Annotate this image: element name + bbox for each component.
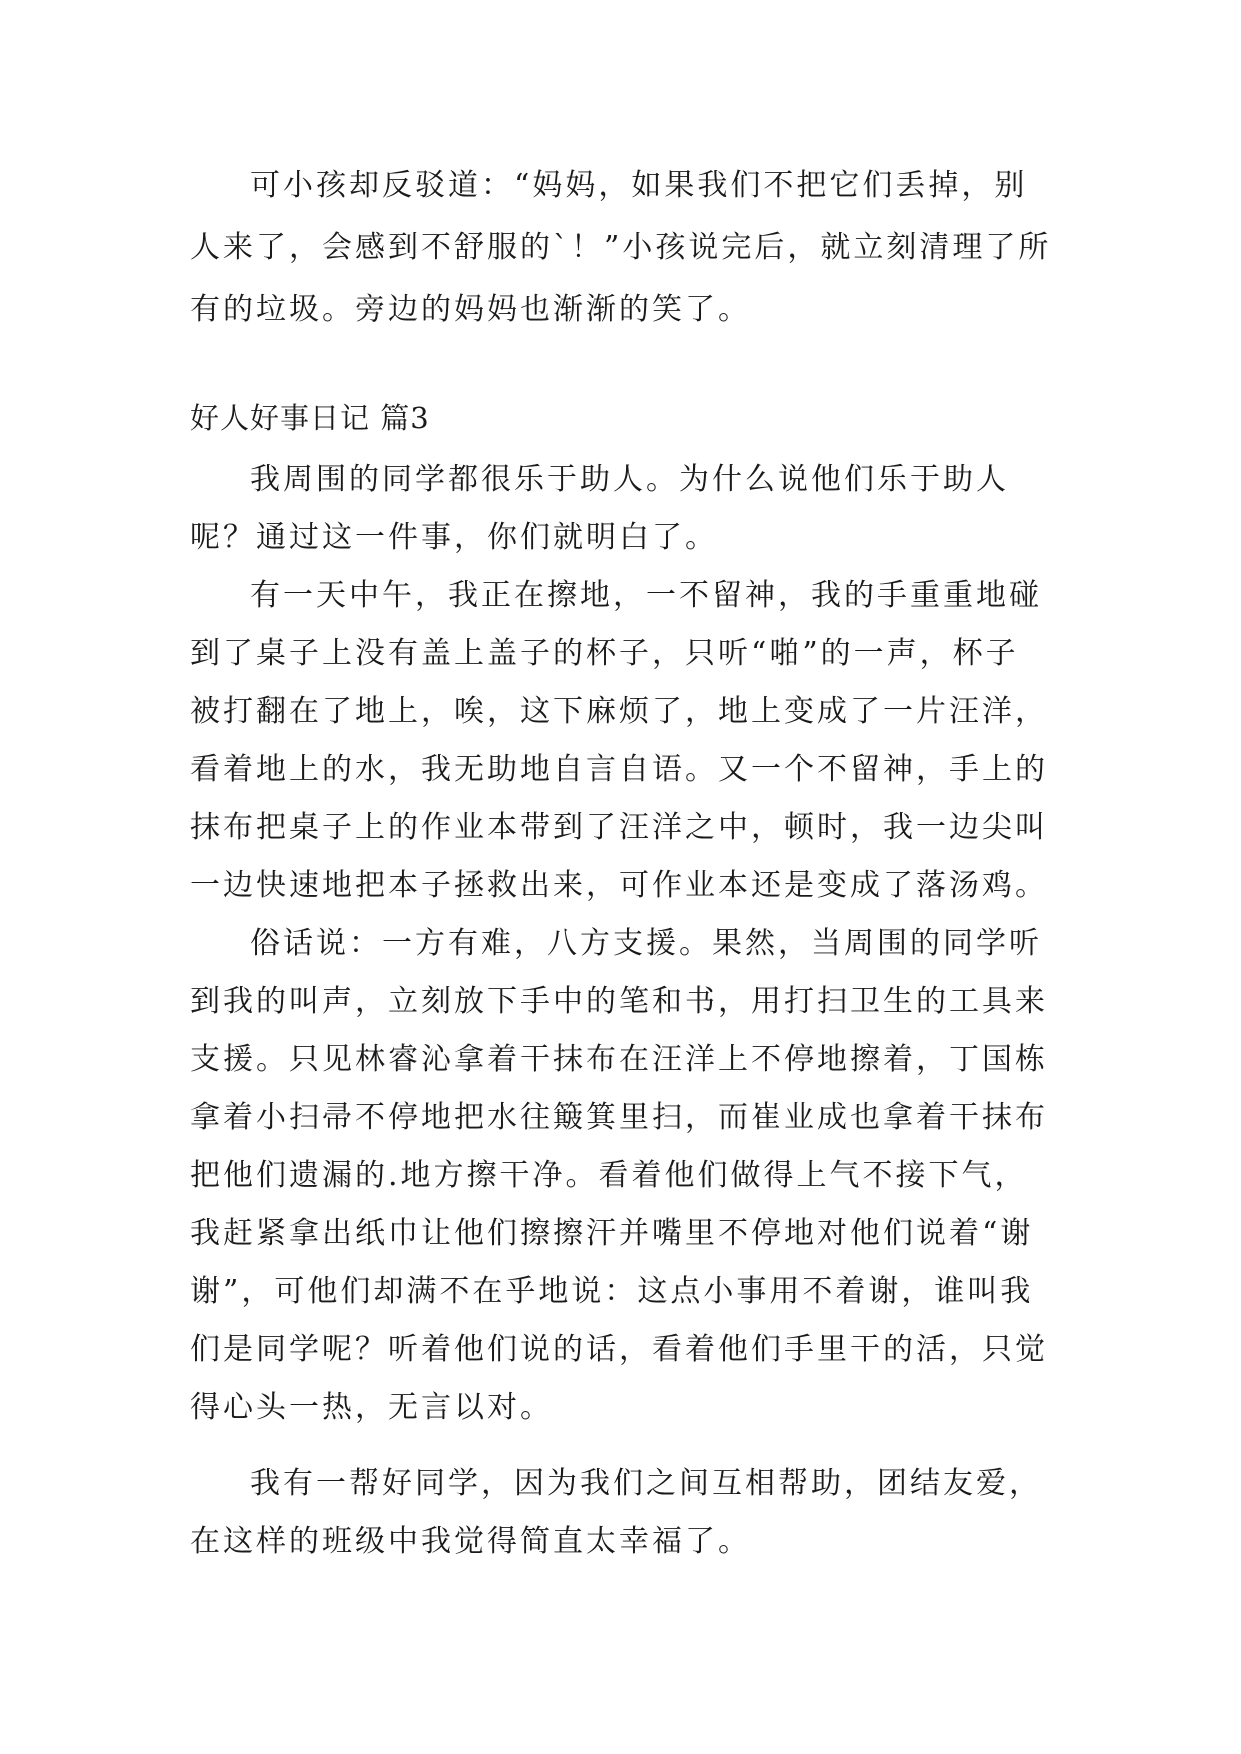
text-line: 拿着小扫帚不停地把水往簸箕里扫，而崔业成也拿着干抹布 [190, 1100, 1048, 1135]
text-line: 到我的叫声，立刻放下手中的笔和书，用打扫卫生的工具来 [190, 984, 1048, 1019]
text-line: 到了桌子上没有盖上盖子的杯子，只听“啪”的一声，杯子 [190, 636, 1019, 671]
text-line: 们是同学呢？听着他们说的话，看着他们手里干的活，只觉 [190, 1332, 1048, 1367]
text-line: 被打翻在了地上，唉，这下麻烦了，地上变成了一片汪洋， [190, 694, 1048, 729]
text-line: 谢”，可他们却满不在乎地说：这点小事用不着谢，谁叫我 [190, 1274, 1034, 1309]
text-line: 有的垃圾。旁边的妈妈也渐渐的笑了。 [190, 292, 751, 327]
text-line: 我赶紧拿出纸巾让他们擦擦汗并嘴里不停地对他们说着“谢 [190, 1216, 1034, 1251]
text-line: 一边快速地把本子拯救出来，可作业本还是变成了落汤鸡。 [190, 868, 1048, 903]
text-line: 可小孩却反驳道：“妈妈，如果我们不把它们丢掉，别 [250, 168, 1028, 203]
text-line: 支援。只见林睿沁拿着干抹布在汪洋上不停地擦着，丁国栋 [190, 1042, 1048, 1077]
text-line: 抹布把桌子上的作业本带到了汪洋之中，顿时，我一边尖叫 [190, 810, 1048, 845]
text-line: 在这样的班级中我觉得简直太幸福了。 [190, 1524, 751, 1559]
text-line: 呢？通过这一件事，你们就明白了。 [190, 520, 718, 555]
text-line: 我有一帮好同学，因为我们之间互相帮助，团结友爱， [250, 1466, 1042, 1501]
text-line: 得心头一热，无言以对。 [190, 1390, 553, 1425]
text-line: 俗话说：一方有难，八方支援。果然，当周围的同学听 [250, 926, 1042, 961]
section-title: 好人好事日记 篇3 [190, 401, 430, 435]
text-line: 我周围的同学都很乐于助人。为什么说他们乐于助人 [250, 462, 1009, 497]
text-line: 有一天中午，我正在擦地，一不留神，我的手重重地碰 [250, 578, 1042, 613]
text-line: 看着地上的水，我无助地自言自语。又一个不留神，手上的 [190, 752, 1048, 787]
text-line: 把他们遗漏的.地方擦干净。看着他们做得上气不接下气， [190, 1158, 1028, 1193]
text-line: 人来了，会感到不舒服的`！”小孩说完后，就立刻清理了所 [190, 230, 1052, 265]
